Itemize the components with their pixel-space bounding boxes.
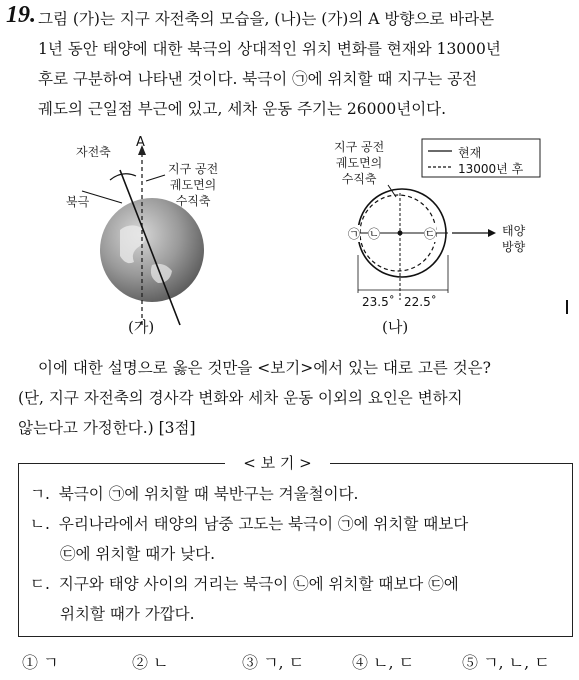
figure-na [330,135,570,335]
bogi-item-2: ㄴ. 우리나라에서 태양의 남중 고도는 북극이 ㉠에 위치할 때보다 [30,515,469,533]
label-north-pole: 북극 [66,195,90,209]
bogi-item-2-cont: ㉢에 위치할 때가 낮다. [60,545,215,563]
caption-na: (나) [382,318,409,336]
choice-2[interactable]: ② ㄴ [132,653,169,672]
sun-direction-arrow-icon [488,229,496,237]
angle-left-label: 23.5˚ [362,295,395,309]
choice-1[interactable]: ① ㄱ [22,653,59,672]
bogi-item-3: ㄷ. 지구와 태양 사이의 거리는 북극이 ㉡에 위치할 때보다 ㉢에 [30,575,459,593]
choice-4[interactable]: ④ ㄴ, ㄷ [352,653,415,672]
stem-line: 1년 동안 태양에 대한 북극의 상대적인 위치 변화를 현재와 13000년 [38,40,501,58]
choice-5[interactable]: ⑤ ㄱ, ㄴ, ㄷ [462,653,550,672]
label-rotation-axis: 자전축 [76,145,111,159]
earth-globe [100,198,204,302]
center-dot [398,231,403,236]
question-stem [38,4,573,124]
stem-line: 후로 구분하여 나타낸 것이다. 북극이 ㉠에 위치할 때 지구는 공전 [38,70,478,88]
sun-direction-label: 태양 방향 [502,224,526,254]
question-prompt [18,353,578,443]
figure-ga [60,135,300,335]
leader-line [146,175,165,181]
point-label-1: ㉠ [348,227,361,241]
bogi-item-1: ㄱ. 북극이 ㉠에 위치할 때 북반구는 겨울철이다. [30,485,359,503]
question-number: 19. [6,2,36,28]
label-perpendicular-axis: 지구 공전 궤도면의 수직축 [334,140,385,186]
angle-right-label: 22.5˚ [404,295,437,309]
point-label-3: ㉢ [424,227,437,241]
prompt-line: 이에 대한 설명으로 옳은 것만을 <보기>에서 있는 대로 고른 것은? [38,359,491,377]
stem-line: 궤도의 근일점 부근에 있고, 세차 운동 주기는 26000년이다. [38,100,447,118]
caption-ga: (가) [128,318,155,336]
label-A: A [136,135,145,150]
legend-now-label: 현재 [458,146,482,160]
label-perpendicular-axis: 지구 공전 궤도면의 수직축 [168,162,219,208]
stem-line: 그림 (가)는 지구 자전축의 모습을, (나)는 (가)의 A 방향으로 바라본 [38,10,495,28]
prompt-line: 않는다고 가정한다.) [3점] [18,419,196,437]
text-cursor [566,300,568,314]
legend-future-label: 13000년 후 [458,162,524,176]
bogi-item-3-cont: 위치할 때가 가깝다. [60,605,195,623]
bogi-title: < 보 기 > [225,452,330,473]
prompt-line: (단, 지구 자전축의 경사각 변화와 세차 운동 이외의 요인은 변하지 [18,389,463,407]
point-label-2: ㉡ [368,227,381,241]
choice-3[interactable]: ③ ㄱ, ㄷ [242,653,305,672]
